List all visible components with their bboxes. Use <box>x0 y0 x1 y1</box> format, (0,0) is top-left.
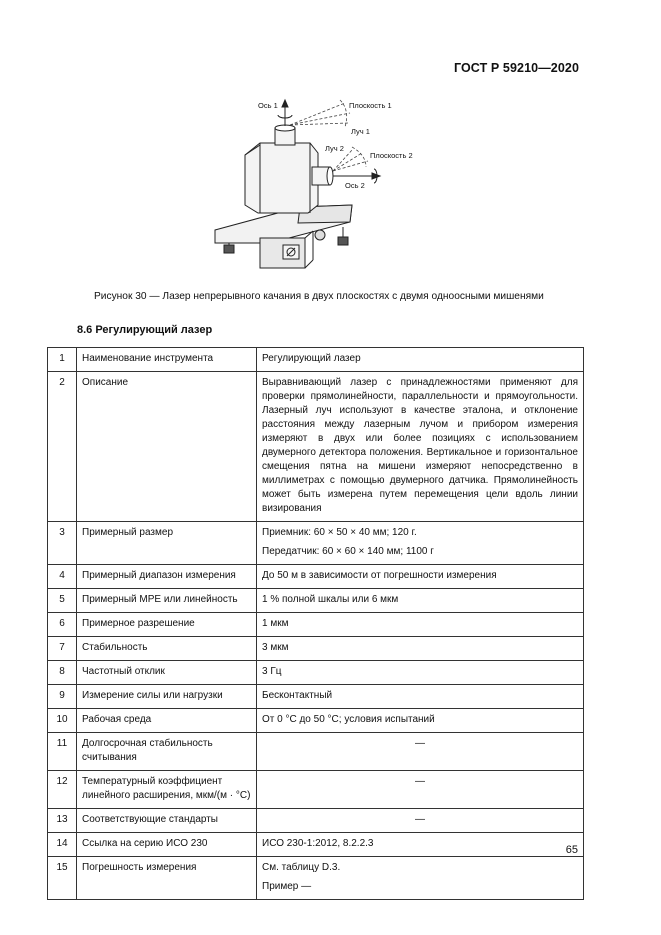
row-number: 12 <box>48 771 77 809</box>
table-row <box>48 709 584 733</box>
row-number: 14 <box>48 833 77 857</box>
parameter-value: 1 % полной шкалы или 6 мкм <box>257 589 584 613</box>
row-number: 11 <box>48 733 77 771</box>
beam2-label: Луч 2 <box>325 144 344 153</box>
row-number: 7 <box>48 637 77 661</box>
figure-caption: Рисунок 30 — Лазер непрерывного качания в двух плоскостях с двумя одноосными мишенями <box>94 291 544 302</box>
uncertainty-reference: См. таблицу D.3. <box>262 862 341 873</box>
table-row <box>48 589 584 613</box>
table-row <box>48 685 584 709</box>
row-number: 5 <box>48 589 77 613</box>
table-row <box>48 522 584 565</box>
instrument-spec-table <box>47 347 584 900</box>
row-number: 15 <box>48 857 77 900</box>
parameter-name: Примерный размер <box>77 522 257 565</box>
table-row <box>48 771 584 809</box>
parameter-name: Частотный отклик <box>77 661 257 685</box>
row-number: 9 <box>48 685 77 709</box>
row-number: 13 <box>48 809 77 833</box>
row-number: 8 <box>48 661 77 685</box>
laser-diagram <box>200 95 450 280</box>
parameter-name: Примерный диапазон измерения <box>77 565 257 589</box>
table-row <box>48 809 584 833</box>
plane2-label: Плоскость 2 <box>370 151 413 160</box>
parameter-name: Долгосрочная стабильность считывания <box>77 733 257 771</box>
parameter-name: Погрешность измерения <box>77 857 257 900</box>
section-title: 8.6 Регулирующий лазер <box>77 324 213 336</box>
parameter-value: Регулирующий лазер <box>257 348 584 372</box>
document-code: ГОСТ Р 59210—2020 <box>453 61 579 75</box>
parameter-value: ИСО 230-1:2012, 8.2.2.3 <box>257 833 584 857</box>
parameter-value: От 0 °С до 50 °С; условия испытаний <box>257 709 584 733</box>
parameter-value: — <box>257 733 584 771</box>
beam1-label: Луч 1 <box>351 127 370 136</box>
parameter-name: Описание <box>77 372 257 522</box>
table-row <box>48 348 584 372</box>
parameter-value: Бесконтактный <box>257 685 584 709</box>
parameter-value: — <box>257 771 584 809</box>
plane1-label: Плоскость 1 <box>349 101 392 110</box>
table-row <box>48 857 584 900</box>
parameter-value <box>257 857 584 900</box>
parameter-value: До 50 м в зависимости от погрешности измерения <box>257 565 584 589</box>
parameter-name: Наименование инструмента <box>77 348 257 372</box>
parameter-value: 3 мкм <box>257 637 584 661</box>
receiver-size: Приемник: 60 × 50 × 40 мм; 120 г. <box>262 527 417 538</box>
parameter-value <box>257 522 584 565</box>
row-number: 1 <box>48 348 77 372</box>
parameter-name: Примерный MPE или линейность <box>77 589 257 613</box>
parameter-name: Примерное разрешение <box>77 613 257 637</box>
row-number: 4 <box>48 565 77 589</box>
table-row <box>48 613 584 637</box>
table-row <box>48 733 584 771</box>
parameter-name: Соответствующие стандарты <box>77 809 257 833</box>
row-number: 2 <box>48 372 77 522</box>
parameter-value: — <box>257 809 584 833</box>
transmitter-size: Передатчик: 60 × 60 × 140 мм; 1100 г <box>262 546 434 557</box>
row-number: 3 <box>48 522 77 565</box>
table-row <box>48 661 584 685</box>
row-number: 10 <box>48 709 77 733</box>
axis1-label: Ось 1 <box>258 101 278 110</box>
table-row <box>48 833 584 857</box>
page-number: 65 <box>565 844 578 856</box>
table-row <box>48 372 584 522</box>
parameter-name: Стабильность <box>77 637 257 661</box>
axis2-label: Ось 2 <box>345 181 365 190</box>
table-row <box>48 565 584 589</box>
uncertainty-example: Пример — <box>262 881 312 892</box>
parameter-value: 1 мкм <box>257 613 584 637</box>
parameter-name: Измерение силы или нагрузки <box>77 685 257 709</box>
parameter-name: Температурный коэффициент линейного расширения, мкм/(м · °С) <box>77 771 257 809</box>
parameter-value: Выравнивающий лазер с принадлежностями применяют для проверки прямолинейности, параллельности и прямоугольности. Лазерный луч используют в качестве эталона, и отклонение расстояния между лазерным лучом и прибором измерения измеряют в двух или более позициях с использованием двумерного детектора положения. Вертикальное и горизонтальное смещения пятна на мишени измеряют непосредственно в миллиметрах с помощью двумерного датчика. Прямолинейность может быть измерена путем перемещения цели вдоль линии визирования <box>257 372 584 522</box>
table-row <box>48 637 584 661</box>
row-number: 6 <box>48 613 77 637</box>
parameter-value: 3 Гц <box>257 661 584 685</box>
parameter-name: Ссылка на серию ИСО 230 <box>77 833 257 857</box>
laser-figure <box>200 95 450 280</box>
parameter-name: Рабочая среда <box>77 709 257 733</box>
